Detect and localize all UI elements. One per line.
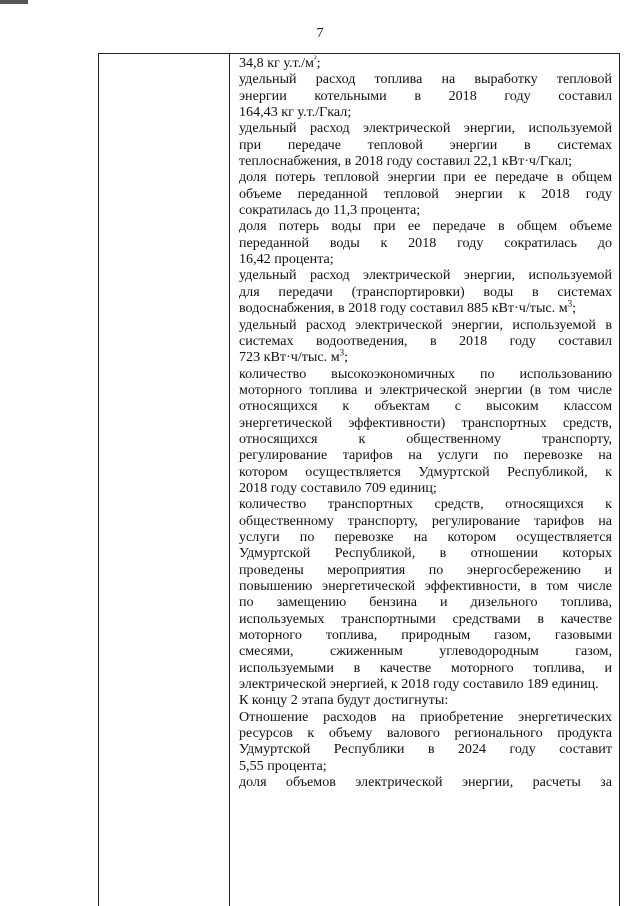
text-line: услуги по перевозке на котором осуществляется (239, 528, 612, 545)
text-line: переданной воды к 2018 году сократилась до (239, 234, 612, 251)
text-paragraph (239, 55, 612, 71)
text-paragraph (239, 218, 612, 267)
text-line: 16,42 процента; (239, 251, 334, 268)
document-table (98, 53, 620, 906)
text-line: теплоснабжения, в 2018 году составил 22,1 кВт·ч/Гкал; (239, 153, 573, 170)
text-line: относящихся к общественному транспорту, (239, 430, 612, 447)
text-line: доля потерь тепловой энергии при ее передаче в общем (239, 169, 612, 186)
text-line: системах водоотведения, в 2018 году составил (239, 332, 612, 349)
text-line: количество высокоэкономичных по использованию (239, 365, 612, 382)
text-line: 5,55 процента; (239, 757, 327, 774)
scan-corner-mark (0, 0, 28, 4)
text-line: общественному транспорту, регулирование тарифов на (239, 512, 612, 529)
text-line: электрической энергией, к 2018 году составило 189 единиц. (239, 676, 599, 693)
text-line: относящихся к объектам с высоким классом (239, 398, 612, 415)
text-line: 2018 году составило 709 единиц; (239, 479, 437, 496)
text-line: котором осуществляется Удмуртской Республикой, к (239, 463, 612, 480)
text-line: моторного топлива, природным газом, газовыми (239, 627, 612, 644)
text-line: 164,43 кг у.т./Гкал; (239, 104, 352, 121)
text-paragraph (239, 169, 612, 218)
text-line: водоснабжения, в 2018 году составил 885 кВт·ч/тыс. $м^3$; (239, 298, 577, 317)
text-line: по замещению бензина и дизельного топлива, (239, 594, 612, 611)
text-line: удельный расход топлива на выработку тепловой (239, 71, 612, 88)
text-paragraph (239, 71, 612, 120)
table-left-column (99, 54, 230, 906)
table-right-column (230, 54, 619, 906)
text-line: 723 кВт·ч/тыс. $м^3$; (239, 347, 349, 366)
text-line: регулирование тарифов на услуги по перевозке на (239, 447, 612, 464)
text-line: проведены мероприятия по энергосбережению и (239, 561, 612, 578)
text-line: удельный расход электрической энергии, используемой (239, 120, 612, 137)
text-line: используемых транспортными средствами в качестве (239, 610, 612, 627)
text-line: используемыми в качестве моторного топлива, и (239, 659, 612, 676)
text-line: удельный расход электрической энергии, используемой (239, 267, 612, 284)
text-line: для передачи (транспортировки) воды в системах (239, 283, 612, 300)
text-line: количество транспортных средств, относящихся к (239, 496, 612, 513)
text-line: доля потерь воды при ее передаче в общем объеме (239, 218, 612, 235)
text-line: доля объемов электрической энергии, расчеты за (239, 774, 612, 791)
text-line: энергетической эффективности) транспортных средств, (239, 414, 612, 431)
text-line: энергии котельными в 2018 году составил (239, 87, 612, 104)
text-line: моторного топлива и электрической энергии (в том числе (239, 381, 612, 398)
text-paragraph (239, 317, 612, 366)
text-line: смесями, сжиженным углеводородным газом, (239, 643, 612, 660)
text-line: повышению энергетической эффективности, в том числе (239, 578, 612, 594)
text-paragraph (239, 366, 612, 497)
text-line: Удмуртской Республики в 2024 году составит (239, 741, 612, 758)
text-paragraph (239, 692, 612, 708)
text-paragraph (239, 120, 612, 169)
text-line: 34,8 кг $у.т./м^{^2}$; (239, 54, 321, 71)
text-paragraph (239, 267, 612, 316)
text-line: Удмуртской Республикой, в отношении которых (239, 545, 612, 562)
text-line: Отношение расходов на приобретение энергетических (239, 708, 612, 725)
text-paragraph (239, 496, 612, 692)
text-line: сократилась до 11,3 процента; (239, 202, 421, 219)
text-paragraph (239, 774, 612, 790)
text-line: объеме переданной тепловой энергии к 2018 году (239, 185, 612, 202)
text-line: удельный расход электрической энергии, используемой в (239, 316, 612, 333)
text-line: К концу 2 этапа будут достигнуты: (239, 692, 449, 709)
text-paragraph (239, 709, 612, 774)
text-line: при передаче тепловой энергии в системах (239, 136, 612, 153)
page-number: 7 (316, 26, 324, 41)
text-line: ресурсов к объему валового регионального продукта (239, 725, 612, 742)
